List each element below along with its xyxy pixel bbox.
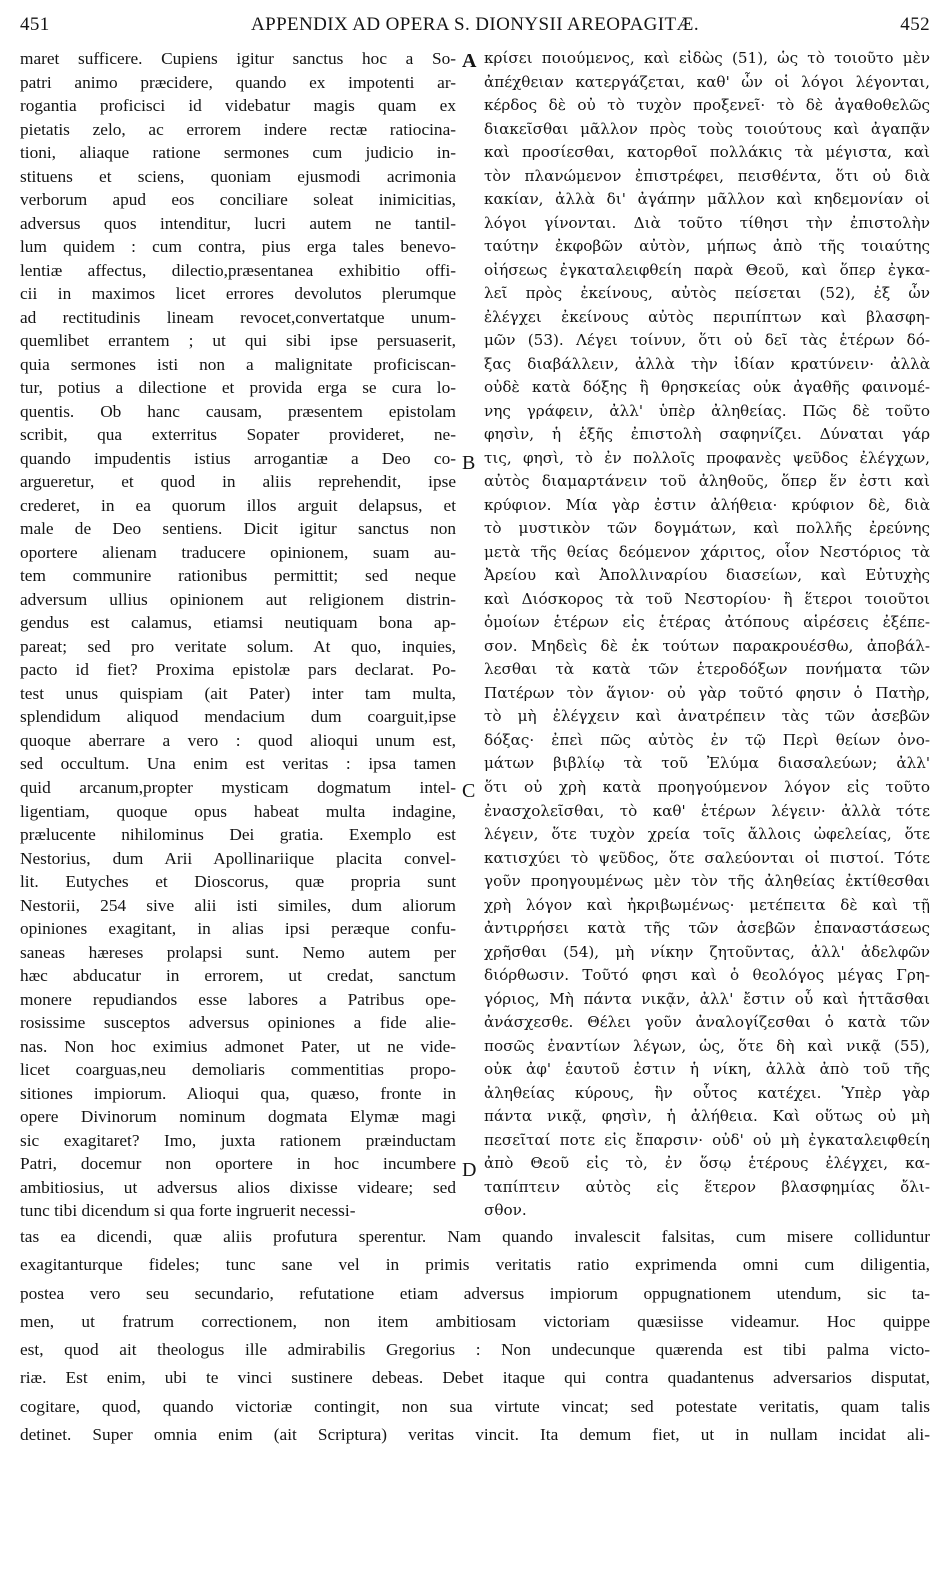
text-line: patri animo præcidere, quando ex impotenti ar-: [20, 72, 456, 92]
text-line: Nestorii, 254 sive alii isti similes, dum aliorum: [20, 895, 456, 915]
text-line: ἀληθείας κύρους, ἣν οὗτος κατέχει. Ὑπὲρ γὰρ: [484, 1083, 930, 1102]
text-line: νης γράφειν, ἀλλ' ὑπὲρ ἀληθείας. Πῶς δὲ τοῦτο: [484, 401, 930, 420]
margin-letter-c: C: [462, 780, 476, 802]
text-line: est, quod ait theologus ille admirabilis Gregorius : Non undecunque quærenda est tibi palma victo-: [20, 1340, 930, 1360]
text-line: splendidum aliquod mendacium dum coarguit,ipse: [20, 707, 456, 727]
greek-column: [484, 47, 930, 1223]
text-line: pietatis zelo, ac errorem indere rectæ ratiocina-: [20, 119, 456, 139]
page-number-left: 451: [20, 14, 50, 35]
text-line: rogantia proficisci id videbatur magis quam ex: [20, 96, 456, 116]
text-line: μῶν (53). Λέγει τοίνυν, ὅτι οὐ δεῖ τὰς ἑτέρων δό-: [484, 331, 930, 350]
text-line: quando impudentis istius arrogantiæ a Deo co-: [20, 448, 456, 468]
text-line: ταπίπτειν αὐτὸς εἰς ἕτερον βλασφημίας ὄλι-: [484, 1177, 930, 1196]
text-line: πεσεῖταί ποτε εἰς ἔπαρσιν· οὐδ' οὐ μὴ ἐγκαταλειφθείη: [484, 1130, 930, 1149]
text-line: exagitanturque fideles; tunc sane vel in primis veritatis ratio exprimenda omni cum diligentia,: [20, 1255, 930, 1275]
text-line: μετὰ τῆς θείας δεόμενον χάριτος, οἷον Νεστόριος τὰ: [484, 542, 930, 561]
text-line: licet coarguas,neu demoliaris commentitias propo-: [20, 1060, 456, 1080]
text-line: λόγοι γίνονται. Διὰ τοῦτο τίθησι τὴν ἐπιστολὴν: [484, 213, 930, 232]
text-line: cogitare, quod, quando victoriæ contingit, non sua virtute vincat; sed potestate veritatis, quam talis: [20, 1396, 930, 1416]
text-line: χρὴ λόγον καὶ ἠκριβωμένως· μετέπειτα δὲ καὶ τῇ: [484, 895, 930, 914]
text-line: lum quidem : cum contra, pius erga tales benevo-: [20, 237, 456, 257]
text-line: Ἀρείου καὶ Ἀπολλιναρίου διασείων, καὶ Εὐτυχὴς: [484, 566, 930, 585]
text-line: ὅτι οὐ χρὴ κατὰ προηγούμενον λόγον εἰς τοῦτο: [484, 777, 930, 796]
text-line: κρύφιον. Μία γὰρ ἐστιν ἀλήθεια· κρύφιον δὲ, διὰ: [484, 495, 930, 514]
text-line: maret sufficere. Cupiens igitur sanctus hoc a So-: [20, 49, 456, 68]
margin-letter-b: B: [462, 452, 476, 474]
text-line: opere Divinorum nominum dogmata Elymæ magi: [20, 1107, 456, 1127]
text-line: scribit, qua exterritus Sopater provideret, ne-: [20, 425, 456, 445]
text-line: male de Deo sentiens. Dicit igitur sanctus non: [20, 519, 456, 539]
page-number-right: 452: [900, 14, 930, 35]
text-line: riæ. Est enim, ubi te vinci sustinere debeas. Debet itaque qui contra quadantenus adversarios disputat,: [20, 1368, 930, 1388]
text-line: men, ut fratrum correctionem, non item ambitiosam victoriam quæsiisse videamur. Hoc quippe: [20, 1311, 930, 1331]
text-line: Patri, docemur non oportere in hoc incumbere: [20, 1154, 456, 1174]
text-line: ἀπέχθειαν κατεργάζεται, καθ' ὧν οἱ λόγοι λέγονται,: [484, 72, 930, 91]
text-line: ξας διαβάλλειν, ἀλλὰ τὴν ἰδίαν κρατύνειν· ἀλλὰ: [484, 354, 930, 373]
full-width-text: [20, 1223, 930, 1449]
text-line: ligentiam, quoque opus habeat multa indagine,: [20, 801, 456, 821]
text-line: nas. Non hoc eximius admonet Pater, ut ne vide-: [20, 1036, 456, 1056]
text-line: tunc tibi dicendum si qua forte ingruerit necessi-: [20, 1201, 356, 1221]
text-line: quia sermones isti non a malignitate proficiscan-: [20, 354, 456, 374]
text-line: oportere alienam traducere opinionem, suam au-: [20, 542, 456, 562]
text-line: αὐτὸς διαμαρτάνειν τοῦ ἀληθοῦς, ὅπερ ἕν ἐστι καὶ: [484, 472, 930, 491]
text-line: quentis. Ob hanc causam, præsentem epistolam: [20, 401, 456, 421]
text-line: argueretur, et quod in aliis reprehendit, ipse: [20, 472, 456, 492]
text-line: hæc abducatur in errorem, ut credat, sanctum: [20, 966, 456, 986]
text-line: κέρδος δὲ οὐ τὸ τυχὸν προξενεῖ· τὸ δὲ ἀγαθοθελῶς: [484, 96, 930, 115]
text-line: tem communire rationibus permittit; sed neque: [20, 566, 456, 586]
text-line: test unus quispiam (ait Pater) inter tam multa,: [20, 683, 456, 703]
text-line: ad rectitudinis lineam revocet,convertatque unum-: [20, 307, 456, 327]
text-line: lentiæ affectus, dilectio,præsentanea exhibitio offi-: [20, 260, 456, 280]
text-line: adversus quos intenditur, lucri autem ne tantil-: [20, 213, 456, 233]
text-line: Nestorius, dum Arii Apollinariique placita convel-: [20, 848, 456, 868]
text-line: pareat; sed pro veritate solum. At quo, inquies,: [20, 636, 456, 656]
text-line: πάντα νικᾷ, φησὶν, ἡ ἀλήθεια. Καὶ οὕτως οὐ μὴ: [484, 1107, 930, 1126]
text-line: μάτων βιβλίῳ τὰ τοῦ Ἐλύμα διασαλεύων; ἀλλ': [484, 754, 930, 773]
text-line: gendus est calamus, etiamsi neutiquam bona ap-: [20, 613, 456, 633]
text-line: λεσθαι τὰ κατὰ τῶν ἑτεροδόξων πονήματα τῶν: [484, 660, 930, 679]
text-line: quoque aberrare a vero : quod alioqui unum est,: [20, 730, 456, 750]
text-line: ἀπὸ Θεοῦ εἰς τὸ, ἐν ὅσῳ ἑτέρους ἐλέγχει, κα-: [484, 1154, 930, 1173]
margin-letter-a: A: [462, 50, 477, 72]
running-title: APPENDIX AD OPERA S. DIONYSII AREOPAGITÆ.: [250, 14, 699, 35]
text-line: οὐδὲ κατὰ δόξης ἢ θρησκείας οὐκ ἀγαθῆς φαινομέ-: [484, 378, 930, 397]
text-line: ἐλέγχει ἐκείνους αὐτὸς περιπίπτων καὶ βλασφη-: [484, 307, 930, 326]
text-line: γοῦν προηγουμένως μὲν τὸν τῆς ἀληθείας ἐκτίθεσθαι: [484, 872, 930, 891]
text-line: opiniones exagitant, in alias ipsi peræque confu-: [20, 919, 456, 939]
text-line: καὶ προσίεσθαι, κατορθοῖ πολλάκις τὰ μέγιστα, καὶ: [484, 143, 930, 162]
text-line: σον. Μηδεὶς δὲ ἐκ τούτων παρακρουέσθω, ἀποβάλ-: [484, 636, 930, 655]
text-line: ἐνασχολεῖσθαι, τὸ καθ' ἑτέρων λέγειν· ἀλλὰ τότε: [484, 801, 930, 820]
text-line: postea vero seu secundario, refutatione etiam adversus impiorum oppugnationem utendum, sic ta-: [20, 1283, 930, 1303]
text-line: ἀντιρρήσει κατὰ τῆς τῶν ἀσεβῶν ἐπαναστάσεως: [484, 919, 930, 938]
text-line: φησὶν, ἡ ἑξῆς ἐπιστολὴ σαφηνίζει. Δύναται γάρ: [484, 425, 930, 444]
text-line: lit. Eutyches et Dioscorus, quæ propria sunt: [20, 872, 456, 892]
text-line: ὁμοίων ἑτέρων εἰς ἑτέρας ἀτόπους αἱρέσεις ἐξέπε-: [484, 613, 930, 632]
margin-letter-d: D: [462, 1159, 477, 1181]
text-line: σθον.: [484, 1201, 527, 1220]
text-line: λεῖ πρὸς ἐκείνους, αὐτὸς πείσεται (52), ἐξ ὧν: [484, 284, 930, 303]
latin-column: [20, 47, 456, 1223]
text-line: quid arcanum,propter mysticam dogmatum intel-: [20, 777, 456, 797]
text-line: χρῆσθαι (54), μὴ νίκην ζητοῦντας, ἀλλ' ἀδελφῶν: [484, 942, 930, 961]
text-line: διόρθωσιν. Τοῦτό φησι καὶ ὁ θεολόγος μέγας Γρη-: [484, 966, 930, 985]
text-line: οὐκ ἀφ' ἑαυτοῦ ἐστιν ἡ νίκη, ἀλλὰ ἀπὸ τοῦ τῆς: [484, 1060, 930, 1079]
running-header: [20, 14, 930, 44]
text-line: adversum ullius opinionem aut religionem distrin-: [20, 589, 456, 609]
text-line: monere repudiandos esse labores a Patribus ope-: [20, 989, 456, 1009]
text-line: λέγειν, ὅτε τυχὸν χρεία τοῖς ἄλλοις ὠφελείας, ὅτε: [484, 825, 930, 844]
text-line: sic exagitaret? Imo, juxta rationem præinductam: [20, 1130, 456, 1150]
text-line: οἰήσεως ἐγκαταλειφθείη παρὰ Θεοῦ, καὶ ὅπερ ἐγκα-: [484, 260, 930, 279]
text-line: pacto id fiet? Proxima epistolæ pars declarat. Po-: [20, 660, 456, 680]
text-line: stituens et sciens, quoniam ejusmodi acrimonia: [20, 166, 456, 186]
text-line: saneas hæreses prolapsi sunt. Nemo autem per: [20, 942, 456, 962]
text-line: ambitiosius, ut adversus alios dixisse videare; sed: [20, 1177, 456, 1197]
text-line: τὸ μυστικὸν τῶν δογμάτων, καὶ πολλῆς ἐρεύνης: [484, 519, 930, 538]
text-line: ποσῶς ἐναντίων λέγων, ὡς, ὅτε δὴ καὶ νικᾷ (55),: [484, 1036, 930, 1055]
text-line: ἀνάσχεσθε. Θέλει γοῦν ἀναλογίζεσθαι ὁ κατὰ τῶν: [484, 1013, 930, 1032]
text-line: Πατέρων τὸν ἅγιον· οὐ γὰρ τοῦτό φησιν ὁ Πατὴρ,: [484, 683, 930, 702]
text-line: τις, φησὶ, τὸ ἐν πολλοῖς προφανὲς ψεῦδος ἐλέγχων,: [484, 448, 930, 467]
text-line: κακίαν, ἀλλὰ δι' ἀγάπην μᾶλλον καὶ κηδεμονίαν οἱ: [484, 190, 930, 209]
text-line: crederet, in ea quorum illos arguit delapsus, et: [20, 495, 456, 515]
text-line: quemlibet errantem ; ut qui sibi ipse persuaserit,: [20, 331, 456, 351]
text-line: rosissime susceptos adversus opiniones a fide alie-: [20, 1013, 456, 1033]
text-line: διακεῖσθαι μᾶλλον πρὸς τοὺς τοιούτους καὶ ἀγαπᾷν: [484, 119, 930, 138]
text-line: τὸν πλανώμενον ἐπιστρέφει, πεισθέντα, ὅτι οὐ διὰ: [484, 166, 930, 185]
text-line: sed occultum. Una enim est veritas : ipsa tamen: [20, 754, 456, 774]
text-line: verborum apud eos conciliare soleat inimicitias,: [20, 190, 456, 210]
text-line: κατισχύει τὸ ψεῦδος, ὅτε σαλεύονται οἱ πιστοί. Τότε: [484, 848, 930, 867]
text-line: δόξας· ἐπεὶ πῶς αὐτὸς ἐν τῷ Περὶ θείων ὀνο-: [484, 730, 930, 749]
text-line: tas ea dicendi, quæ aliis profutura sperentur. Nam quando invalescit falsitas, cum misere colliduntur: [20, 1227, 930, 1246]
text-line: prælucente nihilominus Dei gratia. Exemplo est: [20, 825, 456, 845]
text-line: τὸ μὴ ἐλέγχειν καὶ ἀνατρέπειν τὰς τῶν ἀσεβῶν: [484, 707, 930, 726]
text-line: sitiones impiorum. Alioqui qua, quæso, fronte in: [20, 1083, 456, 1103]
text-line: καὶ Διόσκορος τὰ τοῦ Νεστορίου· ἢ ἕτεροι τοιοῦτοι: [484, 589, 930, 608]
text-line: tur, potius a dilectione et provida erga se cura lo-: [20, 378, 456, 398]
text-line: detinet. Super omnia enim (ait Scriptura) veritas vincit. Ita demum fiet, ut in nullam incidat ali-: [20, 1425, 930, 1445]
text-line: ταύτην ἐκφοβῶν αὐτὸν, μήπως ἀπὸ τῆς τοιαύτης: [484, 237, 930, 256]
text-line: tioni, aliaque ratione sermones cum judicio in-: [20, 143, 456, 163]
text-line: cii in maximos licet errores devolutos plerumque: [20, 284, 456, 304]
text-line: γόριος, Μὴ πάντα νικᾷν, ἀλλ' ἔστιν οὗ καὶ ἡττᾶσθαι: [484, 989, 930, 1008]
text-line: κρίσει ποιούμενος, καὶ εἰδὼς (51), ὡς τὸ τοιοῦτο μὲν: [484, 49, 930, 67]
